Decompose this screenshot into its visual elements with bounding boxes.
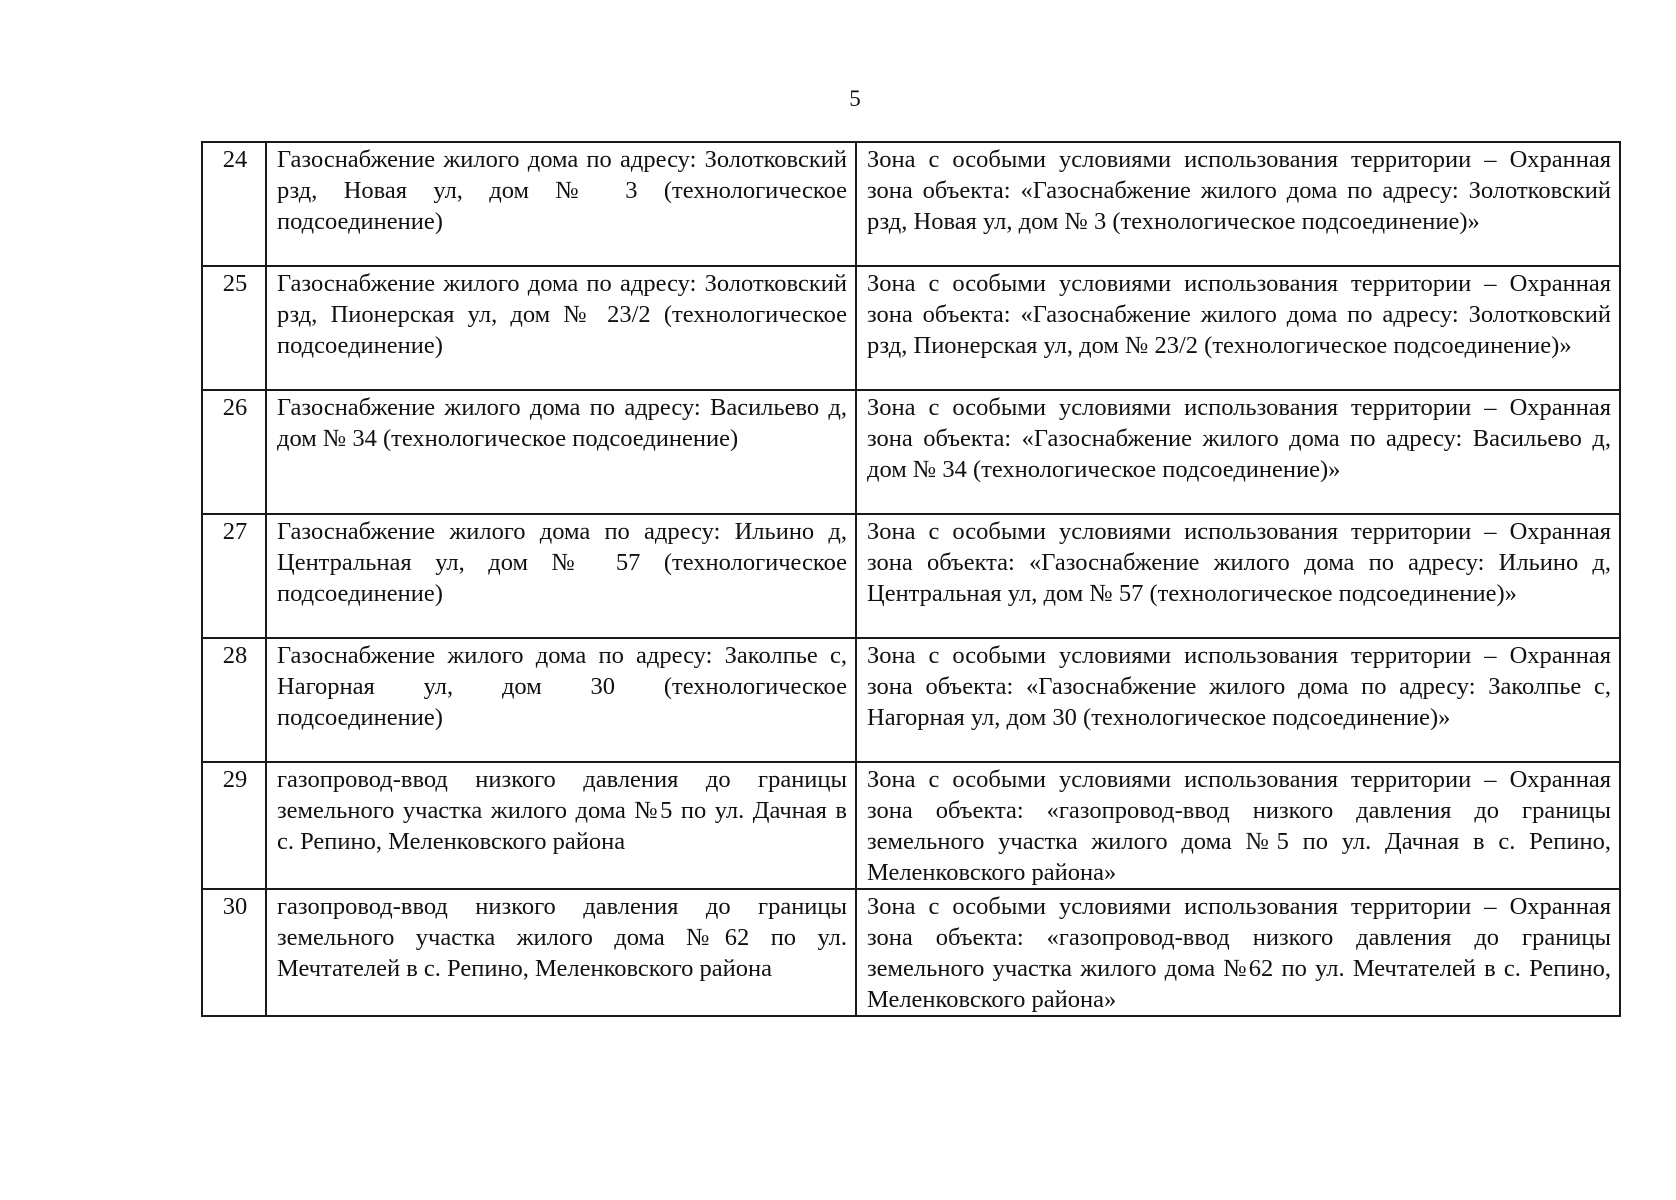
zone-description: Зона с особыми условиями использования территории – Охранная зона объекта: «Газоснабжение жилого дома по адресу: Ильино д, Центральная ул, дом № 57 (технологическое подсоединение)»: [856, 514, 1620, 638]
object-description: Газоснабжение жилого дома по адресу: Золотковский рзд, Новая ул, дом № 3 (технологическое подсоединение): [266, 142, 856, 266]
table-row: [202, 762, 1620, 889]
object-description: Газоснабжение жилого дома по адресу: Васильево д, дом № 34 (технологическое подсоединение): [266, 390, 856, 514]
table-row: [202, 889, 1620, 1016]
zones-table: [201, 141, 1621, 1017]
row-number: 29: [202, 762, 266, 889]
table-row: [202, 266, 1620, 390]
table-row: [202, 142, 1620, 266]
zone-description: Зона с особыми условиями использования территории – Охранная зона объекта: «Газоснабжение жилого дома по адресу: Васильево д, дом № 34 (технологическое подсоединение)»: [856, 390, 1620, 514]
zone-description: Зона с особыми условиями использования территории – Охранная зона объекта: «газопровод-ввод низкого давления до границы земельного участка жилого дома №5 по ул. Дачная в с. Репино, Меленковского района»: [856, 762, 1620, 889]
table-row: [202, 514, 1620, 638]
object-description: Газоснабжение жилого дома по адресу: Заколпье с, Нагорная ул, дом 30 (технологическое подсоединение): [266, 638, 856, 762]
zone-description: Зона с особыми условиями использования территории – Охранная зона объекта: «Газоснабжение жилого дома по адресу: Золотковский рзд, Пионерская ул, дом № 23/2 (технологическое подсоединение)»: [856, 266, 1620, 390]
zone-description: Зона с особыми условиями использования территории – Охранная зона объекта: «Газоснабжение жилого дома по адресу: Золотковский рзд, Новая ул, дом № 3 (технологическое подсоединение)»: [856, 142, 1620, 266]
table-row: [202, 390, 1620, 514]
object-description: Газоснабжение жилого дома по адресу: Ильино д, Центральная ул, дом № 57 (технологическое подсоединение): [266, 514, 856, 638]
row-number: 27: [202, 514, 266, 638]
table-row: [202, 638, 1620, 762]
row-number: 24: [202, 142, 266, 266]
row-number: 28: [202, 638, 266, 762]
object-description: газопровод-ввод низкого давления до границы земельного участка жилого дома №5 по ул. Дачная в с. Репино, Меленковского района: [266, 762, 856, 889]
zone-description: Зона с особыми условиями использования территории – Охранная зона объекта: «Газоснабжение жилого дома по адресу: Заколпье с, Нагорная ул, дом 30 (технологическое подсоединение)»: [856, 638, 1620, 762]
row-number: 25: [202, 266, 266, 390]
row-number: 26: [202, 390, 266, 514]
object-description: газопровод-ввод низкого давления до границы земельного участка жилого дома №62 по ул. Мечтателей в с. Репино, Меленковского района: [266, 889, 856, 1016]
row-number: 30: [202, 889, 266, 1016]
page-number: 5: [849, 86, 861, 111]
zone-description: Зона с особыми условиями использования территории – Охранная зона объекта: «газопровод-ввод низкого давления до границы земельного участка жилого дома №62 по ул. Мечтателей в с. Репино, Меленковского района»: [856, 889, 1620, 1016]
object-description: Газоснабжение жилого дома по адресу: Золотковский рзд, Пионерская ул, дом № 23/2 (технологическое подсоединение): [266, 266, 856, 390]
